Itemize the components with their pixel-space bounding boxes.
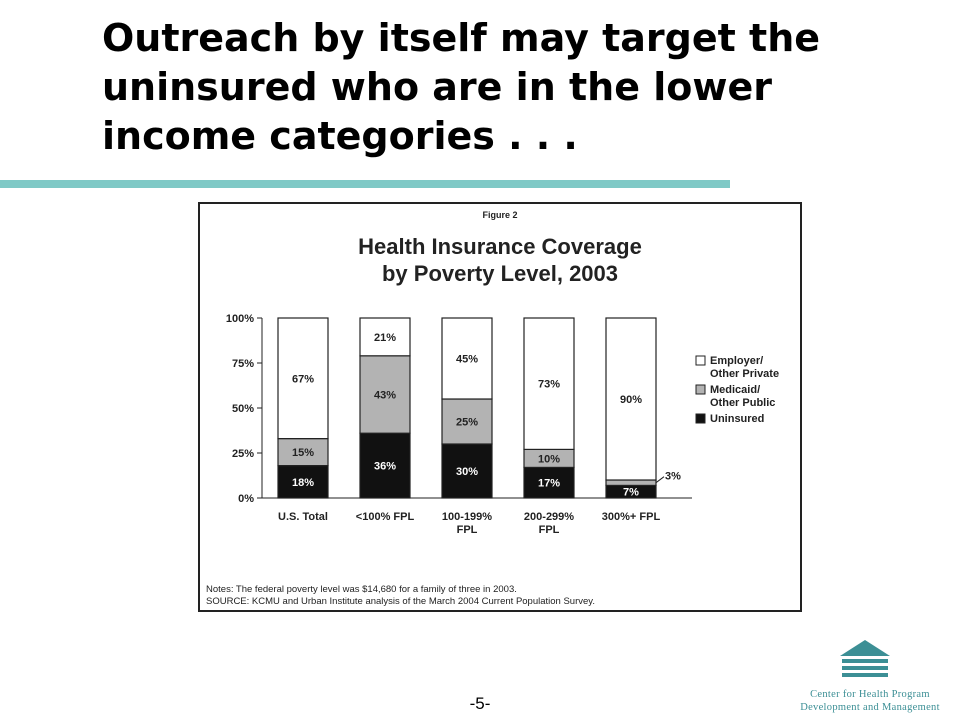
data-label: 43% bbox=[373, 389, 397, 402]
data-label: 25% bbox=[455, 416, 479, 429]
figure-label: Figure 2 bbox=[482, 210, 518, 220]
category-label: 300%+ FPL bbox=[601, 511, 661, 523]
category-label: FPL bbox=[538, 524, 560, 536]
chart-figure bbox=[198, 202, 802, 612]
legend-label: Other Private bbox=[710, 368, 780, 380]
y-tick-label: 0% bbox=[238, 493, 254, 505]
chart-note: Notes: The federal poverty level was $14,680 for a family of three in 2003. bbox=[206, 584, 517, 595]
legend-label: Medicaid/ bbox=[710, 384, 761, 396]
roof-logo-icon bbox=[838, 638, 892, 682]
bar-segment-medicaid-other-public bbox=[606, 480, 656, 485]
logo-text-line-2: Development and Management bbox=[800, 702, 940, 713]
data-label: 18% bbox=[291, 476, 315, 489]
title-underline bbox=[0, 180, 730, 188]
logo-text-line-1: Center for Health Program bbox=[810, 689, 930, 700]
y-tick-label: 50% bbox=[231, 403, 254, 415]
category-label: 200-299% bbox=[523, 511, 575, 523]
chart-title-line: Health Insurance Coverage bbox=[358, 234, 642, 259]
data-label: 7% bbox=[623, 486, 639, 499]
data-label: 73% bbox=[537, 378, 561, 391]
data-label: 3% bbox=[665, 470, 681, 483]
legend-label: Uninsured bbox=[710, 413, 765, 425]
page-number: -5- bbox=[469, 694, 491, 713]
legend-swatch bbox=[696, 385, 705, 394]
legend-swatch bbox=[696, 356, 705, 365]
y-tick-label: 100% bbox=[225, 313, 254, 325]
data-label: 21% bbox=[373, 331, 397, 344]
data-label: 45% bbox=[455, 353, 479, 366]
data-label: 30% bbox=[455, 466, 479, 478]
category-label: U.S. Total bbox=[278, 511, 328, 523]
category-label: FPL bbox=[456, 524, 478, 536]
data-label: 90% bbox=[619, 394, 643, 406]
legend-label: Employer/ bbox=[710, 355, 764, 367]
legend-swatch bbox=[696, 414, 705, 423]
slide-title: Outreach by itself may target the uninsured who are in the lower income categories . . . bbox=[102, 16, 821, 158]
data-label: 15% bbox=[291, 447, 315, 460]
category-label: <100% FPL bbox=[355, 511, 415, 523]
organization-logo bbox=[770, 632, 960, 720]
data-label: 10% bbox=[537, 453, 561, 466]
data-label-leader bbox=[656, 477, 664, 483]
y-tick-label: 25% bbox=[231, 448, 254, 460]
y-tick-label: 75% bbox=[231, 358, 254, 370]
data-label: 17% bbox=[537, 477, 561, 490]
chart-note: SOURCE: KCMU and Urban Institute analysis of the March 2004 Current Population Survey. bbox=[206, 596, 595, 607]
stacked-bar-chart bbox=[200, 204, 800, 610]
legend-label: Other Public bbox=[710, 397, 776, 409]
data-label: 67% bbox=[291, 373, 315, 386]
category-label: 100-199% bbox=[441, 511, 493, 523]
chart-title-line: by Poverty Level, 2003 bbox=[381, 261, 619, 286]
data-label: 36% bbox=[373, 460, 397, 473]
